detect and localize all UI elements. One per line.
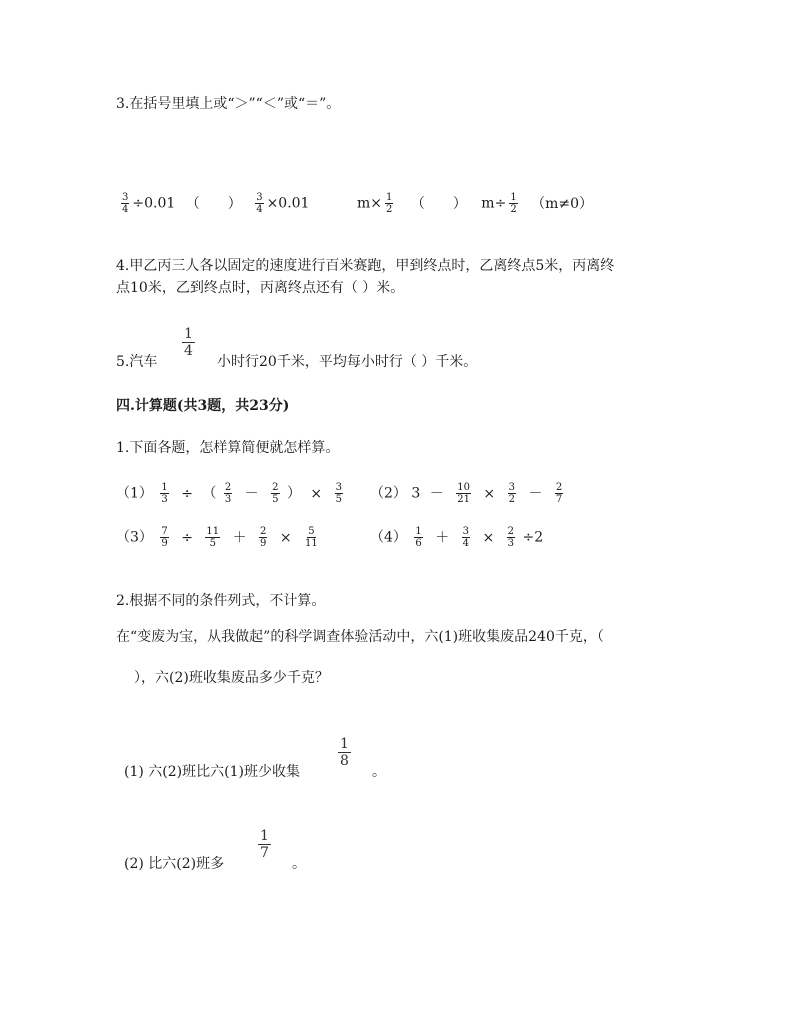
problem-label: （3）: [116, 529, 153, 546]
q3-item2: [357, 192, 593, 215]
condition-text: （m≠0）: [531, 195, 594, 212]
fraction: $\frac{2}{9}$: [260, 526, 267, 549]
fraction: $\frac{5}{11}$: [305, 526, 318, 549]
number: 3: [411, 485, 421, 502]
expr-text: ÷0.01: [132, 195, 176, 212]
calc1-problem3: [116, 526, 322, 549]
calc1-problem1: [116, 482, 346, 505]
operator: －: [528, 485, 543, 502]
calc2-condition1-fraction: $\frac{1}{8}$: [340, 736, 349, 769]
operator: ＋: [435, 529, 450, 546]
problem-label: （1）: [116, 485, 153, 502]
fraction: $\frac{11}{5}$: [206, 526, 220, 549]
operator: ×: [483, 485, 496, 502]
operator: －: [244, 485, 259, 502]
operator: －: [429, 485, 444, 502]
calc2-condition1: (1) 六(2)班比六(1)班少收集: [124, 764, 300, 780]
fraction: $\frac{3}{4}$: [256, 192, 263, 215]
calc2-condition2-fraction: $\frac{1}{7}$: [260, 828, 269, 861]
calc2-line1: 在“变废为宝，从我做起”的科学调查体验活动中，六(1)班收集废品240千克，（: [116, 629, 604, 645]
calc2-condition2: (2) 比六(2)班多: [124, 856, 225, 872]
problem-label: （4）: [370, 529, 407, 546]
fraction: $\frac{3}{4}$: [462, 526, 470, 549]
operator: ÷: [181, 485, 193, 502]
operator: ×: [279, 529, 292, 546]
fraction: $\frac{2}{3}$: [507, 526, 515, 549]
expr-text: m÷: [481, 195, 507, 212]
section-title: 四.计算题(共3题，共23分): [116, 398, 290, 414]
q5-post: 小时行20千米，平均每小时行（ ）千米。: [217, 354, 478, 370]
operator: ÷: [181, 529, 193, 546]
calc1-problem2: [370, 482, 566, 505]
operator: ＋: [232, 529, 247, 546]
problem-label: （2）: [370, 485, 407, 502]
operator: ×: [310, 485, 323, 502]
expr-text: m×: [357, 195, 383, 212]
q4-line1: 4.甲乙丙三人各以固定的速度进行百米赛跑，甲到终点时，乙离终点5米，丙离终: [116, 258, 615, 274]
operator: ×: [482, 529, 495, 546]
expr-text: ×0.01: [266, 195, 310, 212]
calc2-line2: ），六(2)班收集废品多少千克？: [134, 670, 329, 686]
q4-line2: 点10米，乙到终点时，丙离终点还有（ ）米。: [116, 280, 405, 296]
calc1-problem4: [370, 526, 543, 549]
answer-blank: （ ）: [410, 195, 467, 212]
fraction: $\frac{3}{4}$: [122, 192, 129, 215]
fraction: $\frac{2}{3}$: [224, 482, 232, 505]
fraction: $\frac{3}{2}$: [508, 482, 515, 505]
q3-item1: [118, 192, 309, 215]
calc2-title: 2.根据不同的条件列式，不计算。: [116, 593, 326, 609]
q5-pre: 5.汽车: [116, 354, 158, 370]
calc2-condition2-end: 。: [292, 856, 306, 872]
paren: ）: [286, 485, 301, 502]
fraction: $\frac{2}{7}$: [555, 482, 563, 505]
paren: （: [202, 485, 217, 502]
expr-text: ÷2: [522, 529, 544, 546]
fraction: $\frac{1}{2}$: [386, 192, 393, 215]
fraction: $\frac{10}{21}$: [457, 482, 470, 505]
calc1-title: 1.下面各题，怎样算简便就怎样算。: [116, 440, 340, 456]
q3-title: 3.在括号里填上或“＞”“＜”或“＝”。: [116, 96, 341, 112]
q5-fraction: $\frac{1}{4}$: [184, 326, 193, 359]
answer-blank: （ ）: [185, 195, 242, 212]
fraction: $\frac{2}{5}$: [272, 482, 279, 505]
fraction: $\frac{3}{5}$: [335, 482, 342, 505]
calc2-condition1-end: 。: [372, 764, 386, 780]
fraction: $\frac{1}{2}$: [510, 192, 517, 215]
fraction: $\frac{1}{6}$: [415, 526, 422, 549]
fraction: $\frac{1}{3}$: [161, 482, 168, 505]
fraction: $\frac{7}{9}$: [161, 526, 168, 549]
